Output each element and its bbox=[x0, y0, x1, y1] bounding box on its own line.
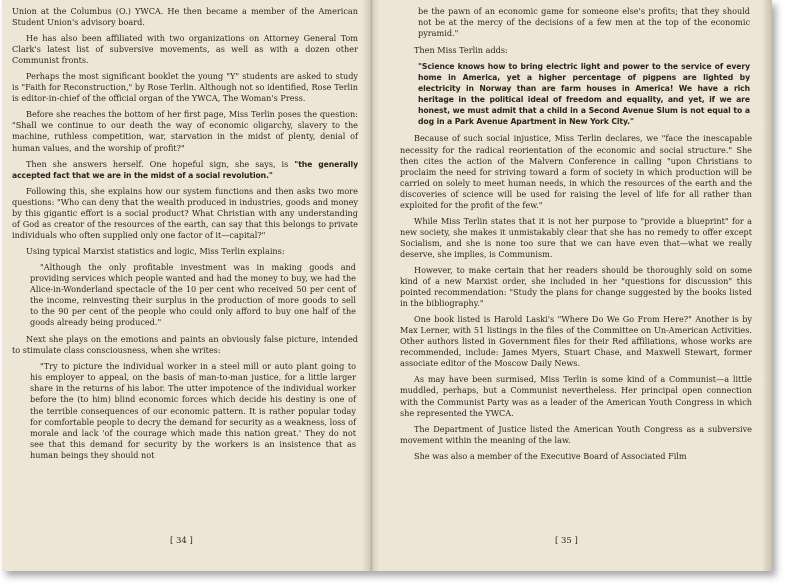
right-paragraph-3: However, to make certain that her readers should be thoroughly sold on some kind of a new Marxist order, she included in her "questions for discussion" this pointed recommendation: "Study the plans for change suggested by the books listed in the bibliography." bbox=[400, 264, 752, 309]
left-paragraph-5-lead: Then she answers herself. One hopeful sign, she says, is bbox=[26, 158, 289, 169]
right-paragraph-1: Because of such social injustice, Miss Terlin declares, we "face the inescapable necessity for the radical reorientation of the economic and social structure." She then cites the action of the Malvern Conference in calling "upon Christians to proclaim the need for striving toward a form of society in which production will be carried on solely to meet human needs, in which the resources of the earth and the discoveries of science will be used for raising the level of life for all rather than exploited for the profit of the few." bbox=[400, 133, 752, 210]
right-page-number: [ 35 ] bbox=[555, 536, 578, 546]
right-paragraph-4: One book listed is Harold Laski's "Where Do We Go From Here?" Another is by Max Lerner, with 51 listings in the files of the Committee on Un-American Activities. Other authors listed in Government files for their Red affiliations, whose works are recommended, include: James Myers, Stuart Chase, and Maxwell Stewart, former associate editor of the Moscow Daily News. bbox=[400, 314, 752, 369]
left-paragraph-8: Next she plays on the emotions and paints an obviously false picture, intended to stimulate class consciousness, when she writes: bbox=[12, 334, 358, 356]
left-paragraph-4: Before she reaches the bottom of her first page, Miss Terlin poses the question: "Shall we continue to our death the way of economic oligarchy, slavery to the machine, ruthless competition, war, starvation in the midst of plenty, denial of human values, and the worship of profit?" bbox=[12, 109, 358, 153]
page-edge-shadow bbox=[762, 0, 772, 571]
left-quote-2: "Try to picture the individual worker in a steel mill or auto plant going to his employer to appeal, on the basis of man-to-man justice, for a little larger share in the returns of his labor. The utter impotence of the individual worker before the (to him) blind economic forces which decide his destiny is one of the terrible consequences of our economic pattern. It is rather popular today for comfortable people to decry the demand for security as a weakness, loss of morale and lack 'of the courage which made this nation great.' They do not see that this demand for security by the workers is an insistence that as human beings they should not bbox=[30, 361, 356, 460]
left-paragraph-2: He has also been affiliated with two organizations on Attorney General Tom Clark's latest list of subversive movements, as well as with a dozen other Communist fronts. bbox=[12, 33, 358, 66]
right-quote-continued: be the pawn of an economic game for someone else's profits; that they should not be at the mercy of the decisions of a few men at the top of the economic pyramid." bbox=[418, 6, 750, 39]
left-paragraph-3: Perhaps the most significant booklet the young "Y" students are asked to study is "Faith for Reconstruction," by Rose Terlin. Although not so identified, Rose Terlin is editor-in-chief of the official organ of the YWCA, The Woman's Press. bbox=[12, 71, 358, 104]
book-gutter bbox=[362, 0, 380, 571]
right-page bbox=[400, 6, 752, 467]
right-paragraph-5: As may have been surmised, Miss Terlin is some kind of a Communist—a little muddled, perhaps, but a Communist nevertheless. Her principal open connection with the Communist Party was as a leader of the American Youth Congress in which she represented the YWCA. bbox=[400, 374, 752, 418]
book-spread bbox=[2, 0, 772, 571]
left-paragraph-5 bbox=[12, 159, 358, 181]
right-then-adds: Then Miss Terlin adds: bbox=[414, 45, 508, 56]
right-paragraph-7: She was also a member of the Executive Board of Associated Film bbox=[414, 450, 687, 461]
right-bold-quote: "Science knows how to bring electric light and power to the service of every home in America, yet a higher percentage of pigpens are lighted by electricity in Norway than are farm houses in America! We have a rich heritage in the political ideal of freedom and equality, and yet, if we are honest, we must admit that a child in a Second Avenue Slum is not equal to a dog in a Park Avenue Apartment in New York City." bbox=[418, 62, 750, 127]
left-paragraph-6: Following this, she explains how our system functions and then asks two more questions: "Who can deny that the wealth produced in industries, goods and money by this gigantic effort is a social product? What Christian with any understanding of God as creator of the resources of the earth, can say that this belongs to private individuals who often supplied only one factor of it—capital?" bbox=[12, 185, 358, 240]
left-quote-1: "Although the only profitable investment was in making goods and providing services which people wanted and had the money to buy, we had the Alice-in-Wonderland spectacle of the 10 per cent who received 50 per cent of the income, reinvesting their surplus in the production of more goods to sell to the 90 per cent of the people who could only afford to buy one half of the goods already being produced." bbox=[30, 261, 356, 328]
left-paragraph-5-bold: "the generally accepted fact that we are in the midst of a social revolution." bbox=[12, 159, 358, 180]
right-paragraph-6: The Department of Justice listed the American Youth Congress as a subversive movement within the meaning of the law. bbox=[400, 423, 752, 445]
left-paragraph-7: Using typical Marxist statistics and logic, Miss Terlin explains: bbox=[26, 245, 285, 256]
left-page bbox=[12, 6, 358, 467]
left-paragraph-1: Union at the Columbus (O.) YWCA. He then became a member of the American Student Union's advisory board. bbox=[12, 6, 358, 28]
right-paragraph-2: While Miss Terlin states that it is not her purpose to "provide a blueprint" for a new society, she makes it unmistakably clear that she has no remedy to offer except Socialism, and she is none too sure that we can have even that—what we really deserve, she implies, is Communism. bbox=[400, 215, 752, 259]
left-page-number: [ 34 ] bbox=[170, 536, 193, 546]
